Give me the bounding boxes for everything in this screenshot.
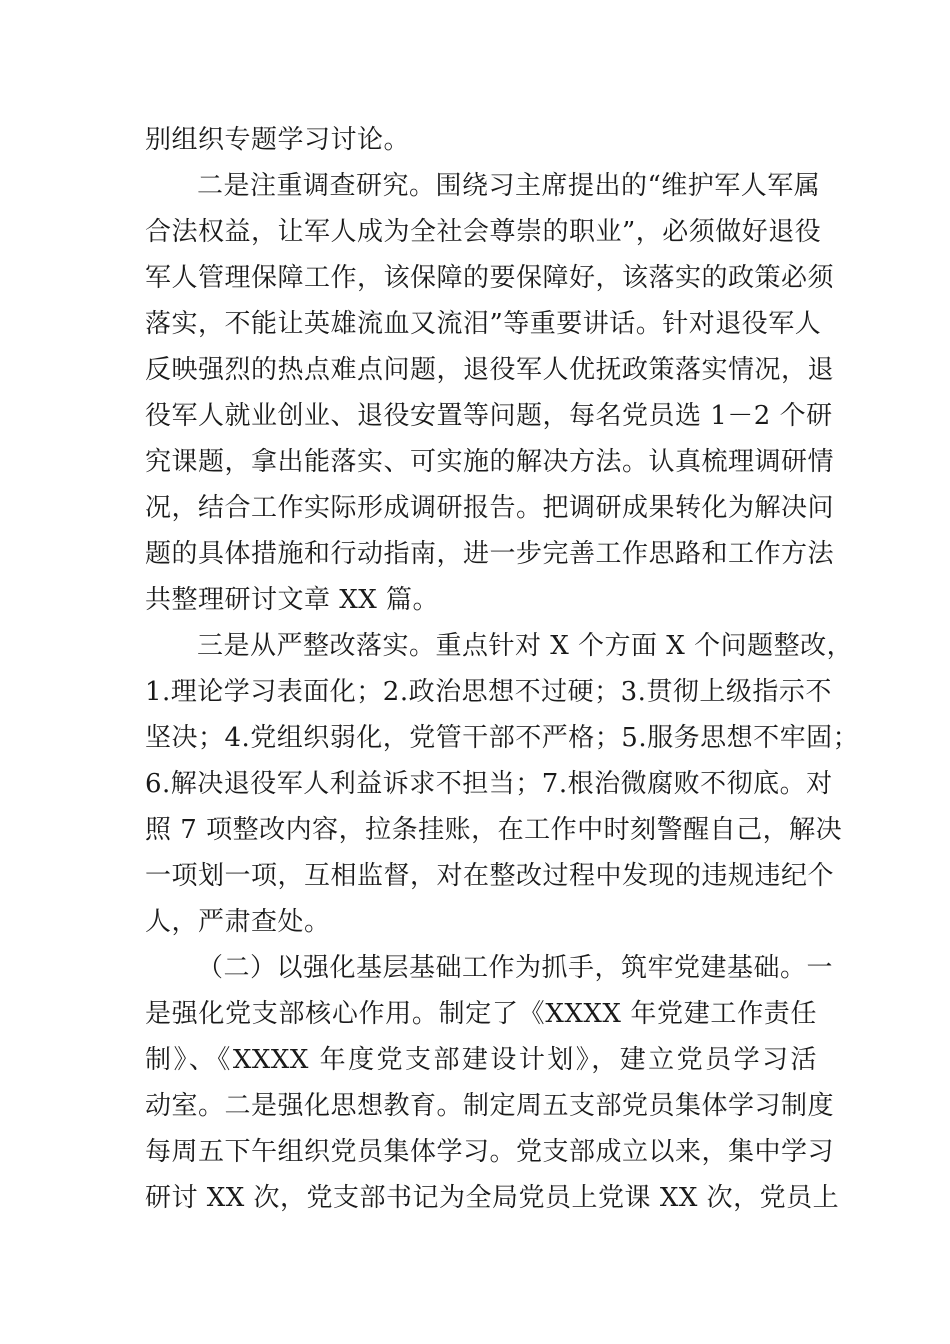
text-line: 三是从严整改落实。重点针对 X 个方面 X 个问题整改，: [197, 631, 854, 661]
text-line: 6.解决退役军人利益诉求不担当；7.根治微腐败不彻底。对: [145, 769, 833, 799]
text-line: 动室。二是强化思想教育。制定周五支部党员集体学习制度: [145, 1091, 835, 1121]
text-line: 二是注重调查研究。围绕习主席提出的“维护军人军属: [197, 171, 821, 201]
text-line: 坚决；4.党组织弱化，党管干部不严格；5.服务思想不牢固；: [145, 723, 860, 753]
text-line: 照 7 项整改内容，拉条挂账，在工作中时刻警醒自己，解决: [145, 815, 843, 845]
text-line: （二）以强化基层基础工作为抓手，筑牢党建基础。一: [197, 953, 834, 983]
text-line: 况，结合工作实际形成调研报告。把调研成果转化为解决问: [145, 493, 835, 523]
text-line: 研讨 XX 次，党支部书记为全局党员上党课 XX 次，党员上: [145, 1183, 840, 1213]
text-line: 1.理论学习表面化；2.政治思想不过硬；3.贯彻上级指示不: [145, 677, 832, 707]
text-line: 题的具体措施和行动指南，进一步完善工作思路和工作方法: [145, 539, 835, 569]
text-line: 落实，不能让英雄流血又流泪”等重要讲话。针对退役军人: [145, 309, 822, 339]
text-line: 役军人就业创业、退役安置等问题，每名党员选 1－2 个研: [145, 401, 833, 431]
text-line: 人，严肃查处。: [145, 907, 331, 937]
text-line: 共整理研讨文章 XX 篇。: [145, 585, 440, 615]
text-line: 反映强烈的热点难点问题，退役军人优抚政策落实情况，退: [145, 355, 835, 385]
text-line: 制》、《XXXX 年度党支部建设计划》，建立党员学习活: [145, 1045, 817, 1075]
text-line: 每周五下午组织党员集体学习。党支部成立以来，集中学习: [145, 1137, 835, 1167]
text-line: 究课题，拿出能落实、可实施的解决方法。认真梳理调研情: [145, 447, 835, 477]
text-line: 是强化党支部核心作用。制定了《XXXX 年党建工作责任: [145, 999, 817, 1029]
text-line: 别组织专题学习讨论。: [145, 125, 411, 155]
text-line: 合法权益，让军人成为全社会尊崇的职业”，必须做好退役: [145, 217, 822, 247]
text-line: 军人管理保障工作，该保障的要保障好，该落实的政策必须: [145, 263, 835, 293]
text-line: 一项划一项，互相监督，对在整改过程中发现的违规违纪个: [145, 861, 835, 891]
